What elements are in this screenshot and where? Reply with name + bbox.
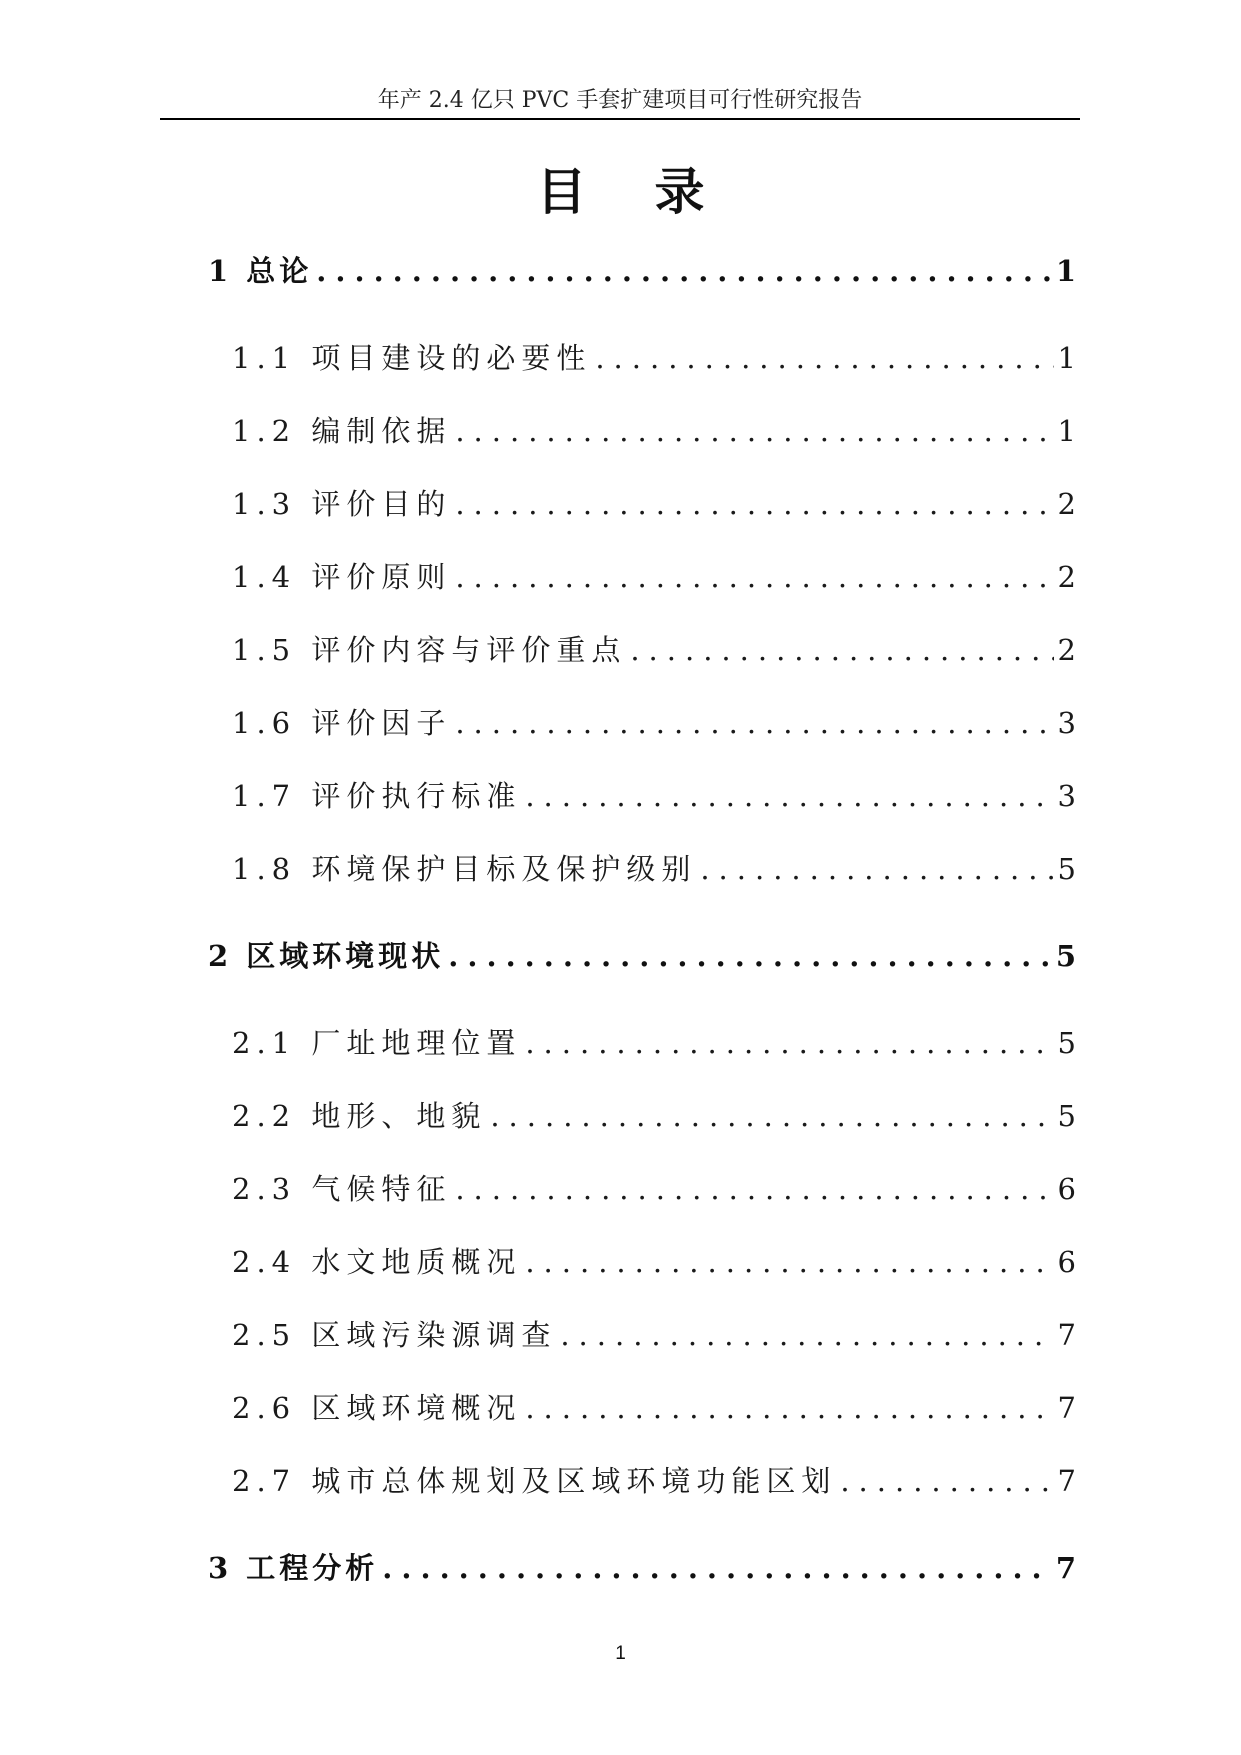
page-number: 1: [615, 1643, 626, 1664]
toc-entry-label: 1.4 评价原则: [232, 560, 452, 594]
toc-entry-label: 3 工程分析: [208, 1551, 379, 1585]
toc-entry-page: 1: [1057, 341, 1076, 375]
toc-entry-page: 6: [1057, 1245, 1076, 1279]
toc-entry-chapter[interactable]: [208, 248, 1076, 294]
toc-entry-page: 6: [1057, 1172, 1076, 1206]
toc-dot-leader: [525, 1239, 1053, 1285]
toc-dot-leader: [455, 408, 1053, 454]
toc-entry-page: 1: [1057, 414, 1076, 448]
toc-entry-page: 7: [1057, 1318, 1076, 1352]
toc-entry-page: 5: [1057, 852, 1076, 886]
toc-dot-leader: [595, 335, 1053, 381]
toc-dot-leader: [455, 700, 1053, 746]
toc-entry-page: 5: [1057, 1026, 1076, 1060]
toc-entry-page: 3: [1057, 706, 1076, 740]
toc-entry-label: 1.6 评价因子: [232, 706, 452, 740]
toc-entry-label: 1.2 编制依据: [232, 414, 452, 448]
toc-entry-section[interactable]: [232, 481, 1076, 527]
toc-dot-leader: [525, 1020, 1053, 1066]
toc-entry-section[interactable]: [232, 627, 1076, 673]
toc-entry-section[interactable]: [232, 1239, 1076, 1285]
toc-title: 目录: [536, 162, 773, 221]
toc-entry-page: 2: [1057, 487, 1076, 521]
toc-dot-leader: [560, 1312, 1053, 1358]
toc-dot-leader: [630, 627, 1053, 673]
toc-entry-page: 7: [1055, 1551, 1076, 1585]
toc-dot-leader: [455, 481, 1053, 527]
toc-entry-section[interactable]: [232, 1385, 1076, 1431]
toc-entry-page: 7: [1057, 1391, 1076, 1425]
toc-entry-page: 3: [1057, 779, 1076, 813]
toc-entry-label: 2.5 区域污染源调查: [232, 1318, 557, 1352]
toc-entry-section[interactable]: [232, 846, 1076, 892]
toc-entry-section[interactable]: [232, 773, 1076, 819]
toc-dot-leader: [525, 773, 1053, 819]
toc-dot-leader: [455, 554, 1053, 600]
toc-entry-page: 5: [1055, 939, 1076, 973]
toc-entry-label: 1.7 评价执行标准: [232, 779, 522, 813]
toc-entry-label: 2.6 区域环境概况: [232, 1391, 522, 1425]
toc-dot-leader: [455, 1166, 1053, 1212]
toc-dot-leader: [448, 933, 1052, 979]
toc-entry-label: 2.4 水文地质概况: [232, 1245, 522, 1279]
toc-dot-leader: [700, 846, 1053, 892]
toc-entry-section[interactable]: [232, 1166, 1076, 1212]
page-header: 年产 2.4 亿只 PVC 手套扩建项目可行性研究报告: [377, 88, 863, 113]
toc-dot-leader: [490, 1093, 1053, 1139]
toc-entry-section[interactable]: [232, 700, 1076, 746]
toc-entry-chapter[interactable]: [208, 1545, 1076, 1591]
toc-entry-section[interactable]: [232, 554, 1076, 600]
toc-entry-page: 5: [1057, 1099, 1076, 1133]
toc-entry-section[interactable]: [232, 1020, 1076, 1066]
toc-entry-label: 1 总论: [208, 254, 313, 288]
toc-entry-chapter[interactable]: [208, 933, 1076, 979]
toc-dot-leader: [382, 1545, 1052, 1591]
toc-dot-leader: [525, 1385, 1053, 1431]
toc-entry-label: 1.3 评价目的: [232, 487, 452, 521]
toc-entry-label: 2.7 城市总体规划及区域环境功能区划: [232, 1464, 837, 1498]
toc-entry-page: 1: [1055, 254, 1076, 288]
toc-dot-leader: [840, 1458, 1053, 1504]
toc-dot-leader: [316, 248, 1052, 294]
toc-entry-section[interactable]: [232, 1458, 1076, 1504]
toc-entry-section[interactable]: [232, 408, 1076, 454]
toc-entry-section[interactable]: [232, 1093, 1076, 1139]
toc-entry-page: 2: [1057, 560, 1076, 594]
toc-entry-label: 2 区域环境现状: [208, 939, 445, 973]
toc-entry-label: 2.1 厂址地理位置: [232, 1026, 522, 1060]
toc-entry-label: 2.3 气候特征: [232, 1172, 452, 1206]
toc-entry-page: 7: [1057, 1464, 1076, 1498]
toc-entry-page: 2: [1057, 633, 1076, 667]
toc-entry-label: 2.2 地形、地貌: [232, 1099, 487, 1133]
toc-entry-section[interactable]: [232, 1312, 1076, 1358]
toc-entry-label: 1.8 环境保护目标及保护级别: [232, 852, 697, 886]
toc-entry-label: 1.1 项目建设的必要性: [232, 341, 592, 375]
toc-entry-label: 1.5 评价内容与评价重点: [232, 633, 627, 667]
toc-entry-section[interactable]: [232, 335, 1076, 381]
